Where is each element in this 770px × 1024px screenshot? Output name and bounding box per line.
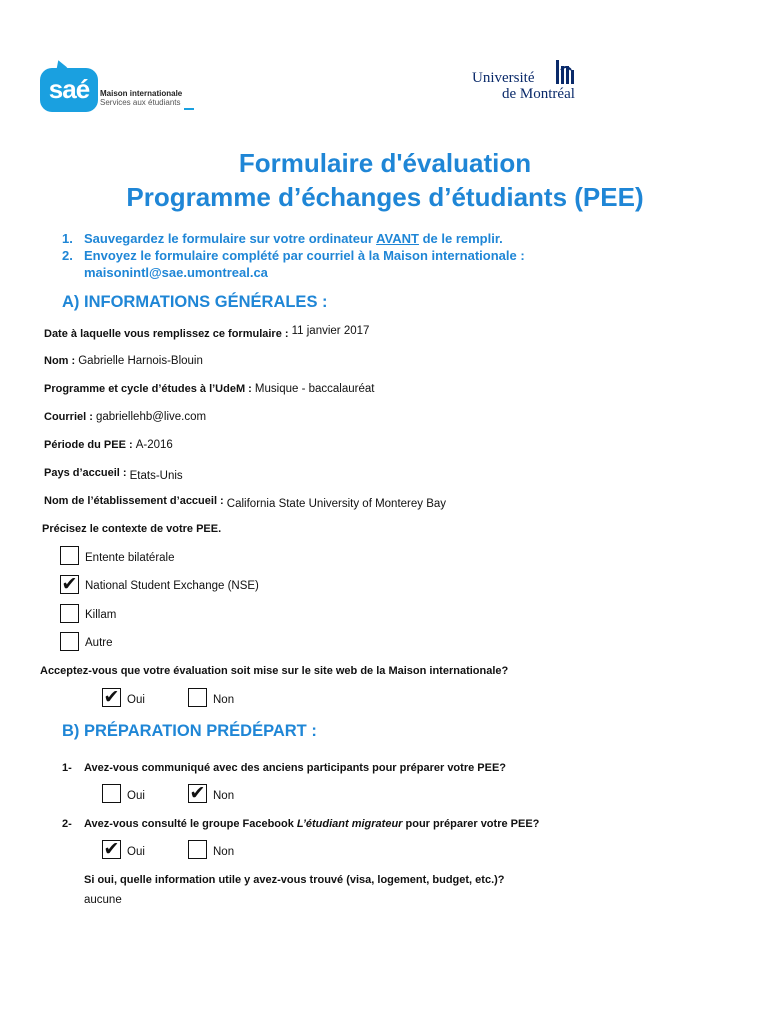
publication-question: Acceptez-vous que votre évaluation soit mise sur le site web de la Maison internationale? xyxy=(40,665,509,677)
question-1-number: 1- xyxy=(62,762,72,774)
checkbox-q2-non[interactable] xyxy=(188,840,207,859)
label-q2-oui: Oui xyxy=(127,846,145,858)
question-2-number: 2- xyxy=(62,818,72,830)
label-nse: National Student Exchange (NSE) xyxy=(85,580,259,592)
udem-logo-line1: Université xyxy=(472,70,535,86)
udem-logo xyxy=(470,58,580,104)
checkbox-entente-bilaterale[interactable] xyxy=(60,546,79,565)
udem-logo-line2: de Montréal xyxy=(502,86,575,102)
label-killam: Killam xyxy=(85,609,117,621)
contexte-question: Précisez le contexte de votre PEE. xyxy=(42,523,222,535)
form-subtitle: Programme d’échanges d’étudiants (PEE) xyxy=(126,182,644,212)
udem-emblem-icon xyxy=(554,60,576,84)
field-etablissement-label: Nom de l’établissement d’accueil : xyxy=(44,495,224,507)
sae-logo-mark: saé xyxy=(40,68,98,112)
section-a-heading: A) INFORMATIONS GÉNÉRALES : xyxy=(62,293,328,311)
field-programme-value[interactable]: Musique - baccalauréat xyxy=(254,383,375,395)
instruction-1-emphasis: AVANT xyxy=(376,231,419,246)
question-2-text-end: pour préparer votre PEE? xyxy=(402,818,540,830)
label-publication-non: Non xyxy=(213,694,235,706)
field-periode-label: Période du PEE : xyxy=(44,439,133,451)
instruction-1-text-end: de le remplir. xyxy=(418,231,503,246)
checkbox-q2-oui[interactable]: ✔ xyxy=(103,839,120,860)
field-courriel-value[interactable]: gabriellehb@live.com xyxy=(95,411,207,423)
instruction-1 xyxy=(62,230,503,247)
label-entente-bilaterale: Entente bilatérale xyxy=(85,552,175,564)
checkbox-q1-oui[interactable] xyxy=(102,784,121,803)
label-autre: Autre xyxy=(85,637,113,649)
field-nom-value[interactable]: Gabrielle Harnois-Blouin xyxy=(78,355,203,367)
field-courriel xyxy=(44,411,206,423)
instruction-1-number: 1. xyxy=(62,231,73,246)
field-etablissement-value[interactable]: California State University of Monterey Bay xyxy=(226,498,447,510)
checkbox-nse[interactable]: ✔ xyxy=(61,574,78,595)
question-2b-answer[interactable]: aucune xyxy=(84,894,122,906)
checkbox-q1-non[interactable]: ✔ xyxy=(189,783,206,804)
instruction-2 xyxy=(62,247,525,264)
question-2 xyxy=(62,818,539,830)
field-date-label: Date à laquelle vous remplissez ce formulaire : xyxy=(44,328,289,340)
instruction-1-text: Sauvegardez le formulaire sur votre ordinateur xyxy=(84,231,377,246)
question-2-text: Avez-vous consulté le groupe Facebook xyxy=(84,818,297,830)
question-1 xyxy=(62,762,506,774)
checkbox-killam[interactable] xyxy=(60,604,79,623)
field-date xyxy=(44,325,370,340)
question-1-text: Avez-vous communiqué avec des anciens participants pour préparer votre PEE? xyxy=(84,762,507,774)
instruction-2-email: maisonintl@sae.umontreal.ca xyxy=(84,265,268,280)
field-pays-value[interactable]: Etats-Unis xyxy=(129,470,183,482)
label-q1-non: Non xyxy=(213,790,235,802)
question-2b: Si oui, quelle information utile y avez-vous trouvé (visa, logement, budget, etc.)? xyxy=(84,874,505,886)
checkbox-publication-non[interactable] xyxy=(188,688,207,707)
field-nom xyxy=(44,355,203,367)
checkbox-autre[interactable] xyxy=(60,632,79,651)
field-pays xyxy=(44,467,183,482)
field-pays-label: Pays d’accueil : xyxy=(44,467,127,479)
sae-logo xyxy=(40,64,200,114)
label-q1-oui: Oui xyxy=(127,790,145,802)
label-publication-oui: Oui xyxy=(127,694,145,706)
instruction-2-number: 2. xyxy=(62,248,73,263)
field-date-value[interactable]: 11 janvier 2017 xyxy=(291,325,370,337)
sae-logo-underline xyxy=(184,108,194,110)
label-q2-non: Non xyxy=(213,846,235,858)
question-2-facebook-group: L’étudiant migrateur xyxy=(296,818,403,830)
instruction-2-text: Envoyez le formulaire complété par courriel à la Maison internationale : xyxy=(84,248,525,263)
sae-logo-line2: Services aux étudiants xyxy=(100,98,181,107)
checkbox-publication-oui[interactable]: ✔ xyxy=(103,687,120,708)
field-etablissement xyxy=(44,495,447,510)
field-periode-value[interactable]: A-2016 xyxy=(135,439,173,451)
field-programme-label: Programme et cycle d’études à l’UdeM : xyxy=(44,383,252,395)
field-programme xyxy=(44,383,374,395)
field-periode xyxy=(44,439,173,451)
form-title: Formulaire d'évaluation xyxy=(238,148,532,178)
section-b-heading: B) PRÉPARATION PRÉDÉPART : xyxy=(62,722,317,740)
field-nom-label: Nom : xyxy=(44,355,76,367)
field-courriel-label: Courriel : xyxy=(44,411,93,423)
sae-logo-line1: Maison internationale xyxy=(100,89,183,98)
